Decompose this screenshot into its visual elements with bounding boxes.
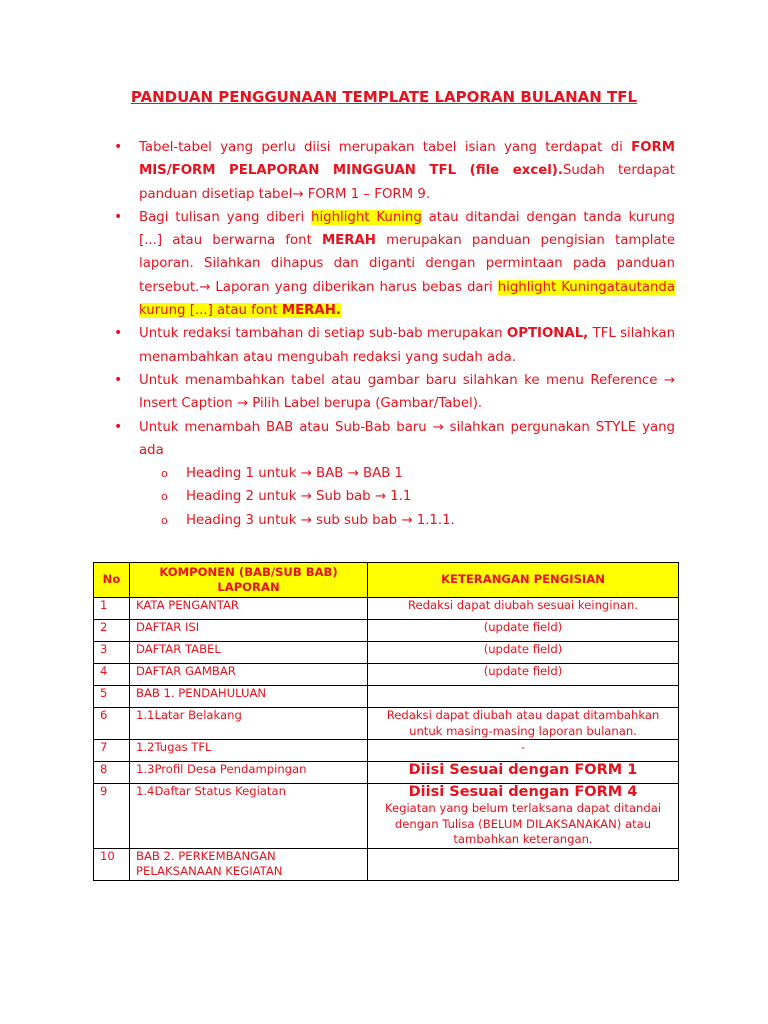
instruction-list — [112, 136, 675, 532]
table-row — [94, 848, 679, 880]
sub-item-text: Heading 1 untuk → BAB → BAB 1 — [186, 466, 403, 482]
header-keterangan: KETERANGAN PENGISIAN — [368, 563, 679, 598]
row-number: 8 — [94, 762, 130, 784]
row-komponen: BAB 2. PERKEMBANGAN PELAKSANAAN KEGIATAN — [130, 848, 368, 880]
row-komponen: BAB 1. PENDAHULUAN — [130, 686, 368, 708]
bullet-icon: • — [114, 208, 123, 225]
sub-item-text: Heading 3 untuk → sub sub bab → 1.1.1. — [186, 512, 455, 528]
row-komponen: DAFTAR GAMBAR — [130, 664, 368, 686]
circle-bullet-icon: o — [161, 467, 168, 481]
row-number: 7 — [94, 740, 130, 762]
instruction-item — [112, 416, 675, 532]
table-header-row — [94, 563, 679, 598]
table-row — [94, 762, 679, 784]
row-komponen: KATA PENGANTAR — [130, 598, 368, 620]
component-table — [93, 562, 679, 881]
row-number: 5 — [94, 686, 130, 708]
instruction-text: Untuk redaksi tambahan di setiap sub-bab merupakan — [139, 326, 507, 342]
row-komponen: 1.4Daftar Status Kegiatan — [130, 784, 368, 849]
keterangan-text: (update field) — [483, 620, 563, 634]
row-komponen: DAFTAR ISI — [130, 620, 368, 642]
header-komponen: KOMPONEN (BAB/SUB BAB) LAPORAN — [130, 563, 368, 598]
instruction-text: Sudah terdapat panduan disetiap tabel→ FORM 1 – FORM 9. — [139, 163, 675, 202]
instruction-item — [112, 206, 675, 322]
sub-item — [139, 462, 675, 485]
row-keterangan — [368, 664, 679, 686]
instruction-text: OPTIONAL, — [506, 326, 589, 342]
table-row — [94, 620, 679, 642]
keterangan-text: Redaksi dapat diubah atau dapat ditambahkan untuk masing-masing laporan bulanan. — [386, 708, 660, 738]
instruction-text: Untuk menambah BAB atau Sub-Bab baru → silahkan pergunakan STYLE yang ada — [139, 419, 675, 458]
table-row — [94, 708, 679, 740]
instruction-text: MERAH — [321, 233, 376, 249]
instruction-text: TFL silahkan menambahkan atau mengubah redaksi yang sudah ada. — [139, 326, 675, 365]
table-row — [94, 598, 679, 620]
row-number: 1 — [94, 598, 130, 620]
row-number: 6 — [94, 708, 130, 740]
form-instruction: Diisi Sesuai dengan FORM 4 — [408, 784, 638, 800]
row-keterangan — [368, 598, 679, 620]
row-keterangan — [368, 642, 679, 664]
row-keterangan — [368, 784, 679, 849]
row-number: 4 — [94, 664, 130, 686]
table-row — [94, 686, 679, 708]
table-row — [94, 664, 679, 686]
keterangan-text: Kegiatan yang belum terlaksana dapat ditandai dengan Tulisa (BELUM DILAKSANAKAN) atau tambahkan keterangan. — [384, 801, 662, 846]
keterangan-text: - — [520, 740, 526, 754]
row-komponen: 1.3Profil Desa Pendampingan — [130, 762, 368, 784]
row-number: 9 — [94, 784, 130, 849]
circle-bullet-icon: o — [161, 490, 168, 504]
row-keterangan — [368, 708, 679, 740]
bullet-icon: • — [114, 139, 123, 155]
row-number: 3 — [94, 642, 130, 664]
sub-item-text: Heading 2 untuk → Sub bab → 1.1 — [186, 489, 412, 505]
bullet-icon: • — [114, 418, 123, 435]
row-number: 10 — [94, 848, 130, 880]
keterangan-text: (update field) — [483, 642, 563, 656]
bullet-icon: • — [114, 371, 123, 388]
instruction-text: highlight Kuningatautanda kurung [...] atau font — [139, 279, 676, 319]
instruction-item — [112, 136, 675, 206]
sub-item — [139, 509, 675, 532]
table-row — [94, 642, 679, 664]
sub-list — [139, 462, 675, 532]
form-instruction: Diisi Sesuai dengan FORM 1 — [408, 762, 638, 778]
instruction-text: Untuk menambahkan tabel atau gambar baru silahkan ke menu Reference → Insert Caption → Pilih Label berupa (Gambar/Tabel). — [139, 372, 675, 412]
sub-item — [139, 485, 675, 508]
header-no: No — [94, 563, 130, 598]
instruction-text: FORM MIS/FORM PELAPORAN MINGGUAN TFL (file excel). — [139, 140, 675, 179]
table-row — [94, 740, 679, 762]
instruction-text: MERAH. — [281, 303, 341, 319]
row-keterangan — [368, 848, 679, 880]
table-row — [94, 784, 679, 849]
row-keterangan — [368, 762, 679, 784]
row-keterangan — [368, 620, 679, 642]
row-keterangan — [368, 686, 679, 708]
row-komponen: 1.1Latar Belakang — [130, 708, 368, 740]
circle-bullet-icon: o — [161, 513, 168, 527]
instruction-text: merupakan panduan pengisian tamplate laporan. Silahkan dihapus dan diganti dengan permintaan pada panduan tersebut.→ Laporan yang diberikan harus bebas dari — [139, 233, 675, 295]
instruction-item — [112, 322, 675, 369]
row-keterangan — [368, 740, 679, 762]
instruction-text: atau ditandai dengan tanda kurung [...] atau berwarna font — [139, 209, 675, 249]
bullet-icon: • — [114, 325, 123, 342]
row-komponen: DAFTAR TABEL — [130, 642, 368, 664]
row-komponen: 1.2Tugas TFL — [130, 740, 368, 762]
document-title: PANDUAN PENGGUNAAN TEMPLATE LAPORAN BULANAN TFL — [130, 88, 638, 106]
instruction-item — [112, 369, 675, 416]
instruction-text: Tabel-tabel yang perlu diisi merupakan tabel isian yang terdapat di — [139, 140, 632, 155]
instruction-text: Bagi tulisan yang diberi — [139, 209, 312, 225]
instruction-text: highlight Kuning — [311, 209, 422, 225]
row-number: 2 — [94, 620, 130, 642]
keterangan-text: Redaksi dapat diubah sesuai keinginan. — [407, 598, 639, 612]
keterangan-text: (update field) — [483, 664, 563, 678]
